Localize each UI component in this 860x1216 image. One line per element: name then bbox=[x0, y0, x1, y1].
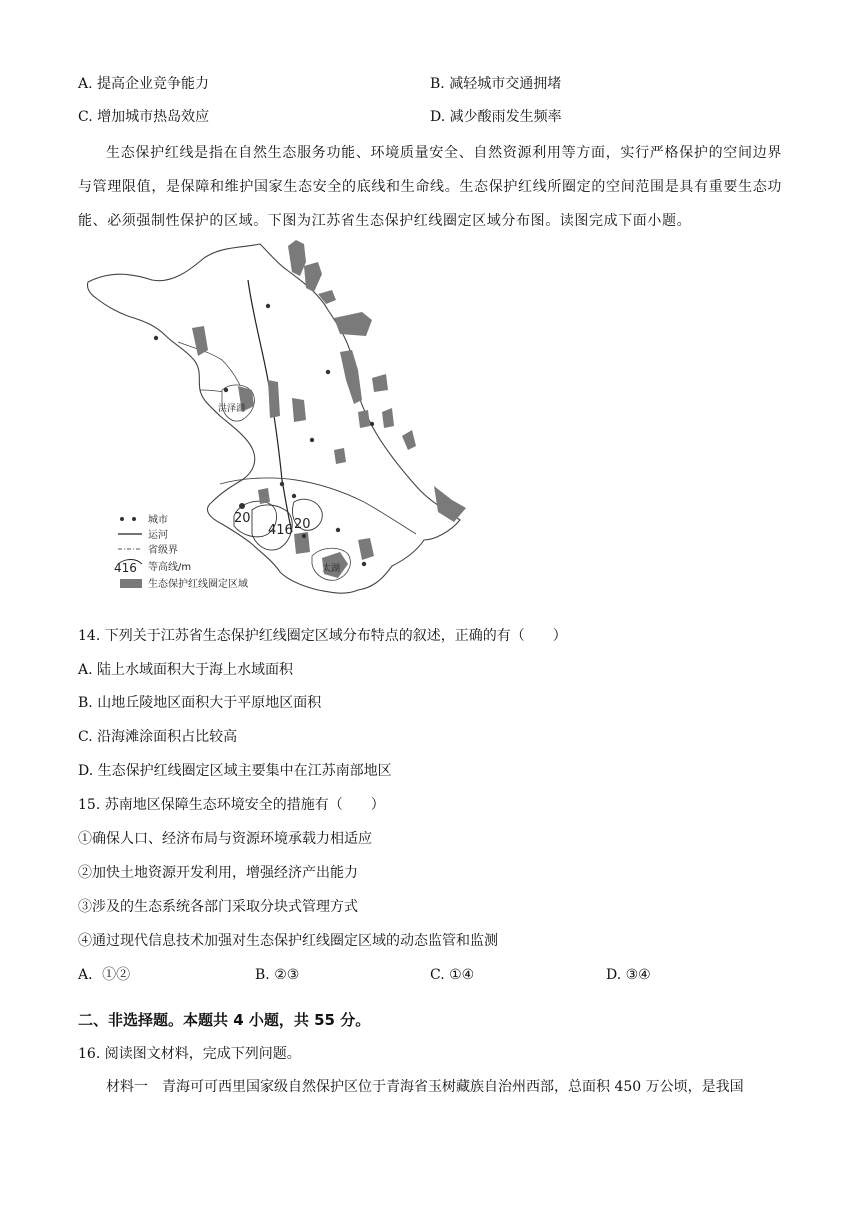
q15-option-c: C. ①④ bbox=[430, 967, 475, 983]
legend-contour: 等高线/m bbox=[148, 562, 192, 573]
province-outline bbox=[87, 244, 460, 593]
jiangsu-redline-map bbox=[82, 240, 472, 610]
city-dots bbox=[154, 304, 374, 566]
legend-contour-sample: 416 bbox=[114, 561, 137, 575]
q14-option-b: B. 山地丘陵地区面积大于平原地区面积 bbox=[78, 695, 322, 711]
q13-option-d: D. 减少酸雨发生频率 bbox=[430, 109, 562, 125]
q14-option-c: C. 沿海滩涂面积占比较高 bbox=[78, 729, 238, 745]
q15-statement-4: ④通过现代信息技术加强对生态保护红线圈定区域的动态监管和监测 bbox=[78, 933, 498, 949]
label-lake-tai: 太湖 bbox=[322, 564, 341, 574]
q14-stem: 14. 下列关于江苏省生态保护红线圈定区域分布特点的叙述，正确的有（ ） bbox=[78, 628, 567, 644]
passage-ecological-redline: 生态保护红线是指在自然生态服务功能、环境质量安全、自然资源利用等方面，实行严格保护的空间边界与管理限值，是保障和维护国家生态安全的底线和生命线。生态保护红线所圈定的空间范围是具有重要生态功能、必须强制性保护的区域。下图为江苏省生态保护红线圈定区域分布图。读图完成下面小题。 bbox=[78, 145, 782, 229]
q15-option-d: D. ③④ bbox=[606, 967, 651, 983]
legend-canal: 运河 bbox=[148, 530, 168, 541]
q15-stem: 15. 苏南地区保障生态环境安全的措施有（ ） bbox=[78, 797, 385, 813]
label-contour-416: 416 bbox=[268, 523, 293, 538]
q13-option-b: B. 减轻城市交通拥堵 bbox=[430, 76, 562, 92]
label-contour-20-right: 20 bbox=[294, 517, 311, 532]
q16-material-1: 材料一 青海可可西里国家级自然保护区位于青海省玉树藏族自治州西部，总面积 450 万公顷，是我国 bbox=[106, 1079, 744, 1095]
legend-border: 省级界 bbox=[148, 545, 178, 556]
q15-statement-2: ②加快土地资源开发利用，增强经济产出能力 bbox=[78, 865, 358, 881]
map-legend bbox=[114, 513, 248, 590]
q15-option-b: B. ②③ bbox=[255, 967, 300, 983]
q14-option-d: D. 生态保护红线圈定区域主要集中在江苏南部地区 bbox=[78, 763, 392, 779]
legend-zone: 生态保护红线圈定区域 bbox=[148, 579, 248, 590]
q15-statement-3: ③涉及的生态系统各部门采取分块式管理方式 bbox=[78, 899, 358, 915]
legend-city: 城市 bbox=[148, 515, 168, 526]
q15-option-a: A．①② bbox=[78, 967, 131, 983]
q15-statement-1: ①确保人口、经济布局与资源环境承载力相适应 bbox=[78, 831, 372, 847]
q13-option-c: C. 增加城市热岛效应 bbox=[78, 109, 210, 125]
label-contour-20-left: 20 bbox=[234, 511, 251, 526]
section-heading-non-choice: 二、非选择题。本题共 4 小题，共 55 分。 bbox=[78, 1011, 371, 1029]
q16-stem: 16. 阅读图文材料，完成下列问题。 bbox=[78, 1046, 301, 1062]
q13-option-a: A. 提高企业竞争能力 bbox=[78, 76, 210, 92]
label-lake-hongze: 洪泽湖 bbox=[218, 404, 246, 414]
q14-option-a: A. 陆上水域面积大于海上水域面积 bbox=[78, 662, 294, 678]
